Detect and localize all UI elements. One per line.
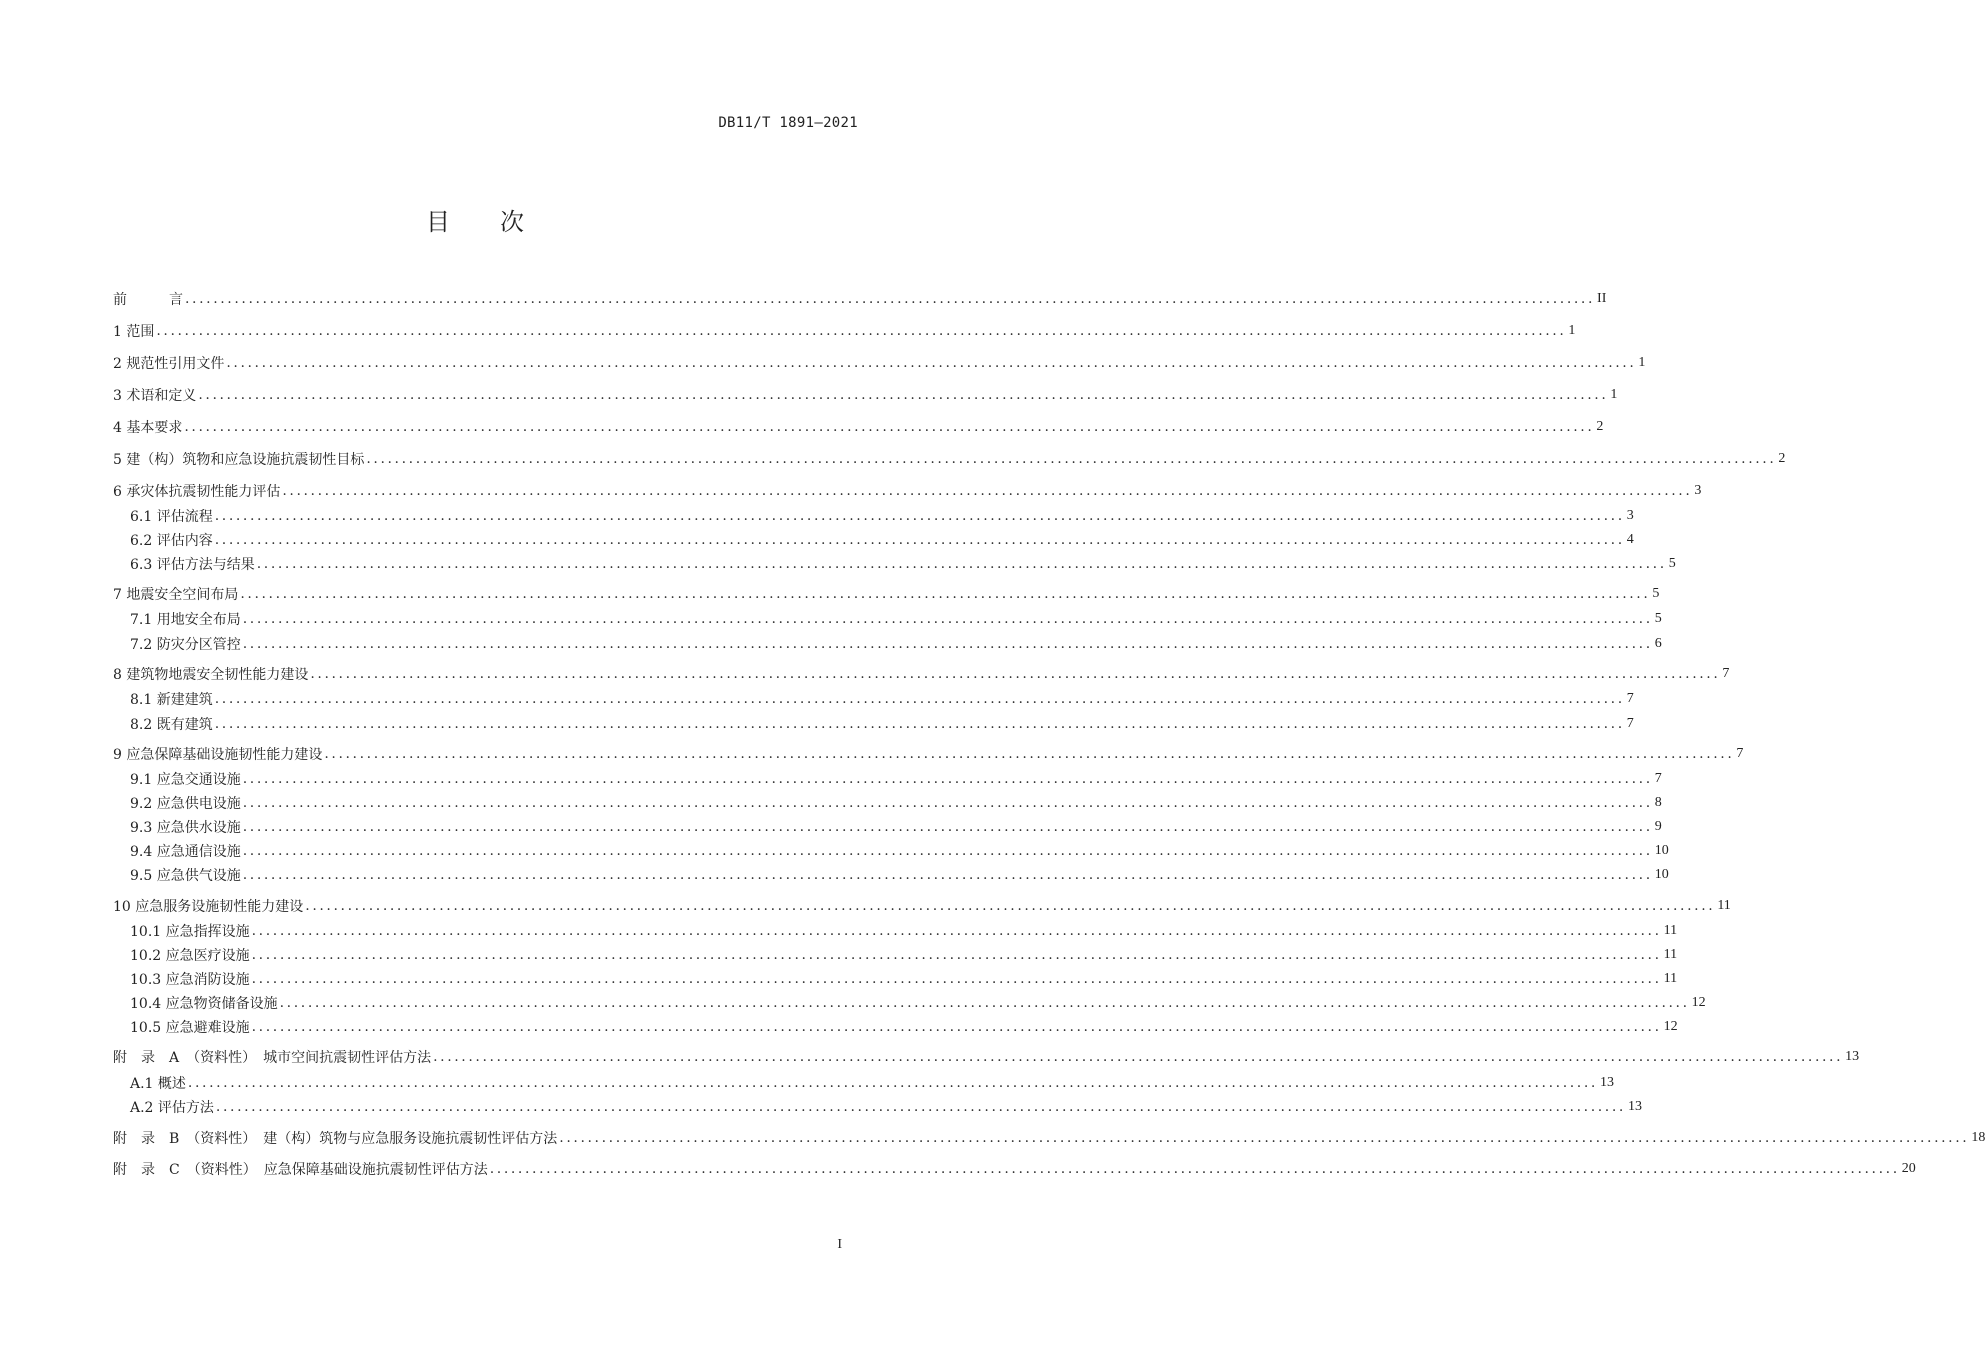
leader-dots: ........................................................................................................................................................................................................ — [256, 556, 1667, 572]
leader-dots: ........................................................................................................................................................................................................ — [242, 636, 1653, 652]
toc-entry-label: 10.3 应急消防设施 — [130, 972, 250, 988]
toc-entry-page: 18 — [1971, 1130, 1985, 1145]
toc-entry[interactable] — [113, 385, 1618, 405]
toc-entry-label: 10.4 应急物资储备设施 — [130, 996, 278, 1012]
toc-entry-label: 3 术语和定义 — [113, 388, 197, 404]
leader-dots: ........................................................................................................................................................................................................ — [242, 611, 1653, 627]
toc-entry-page: 4 — [1626, 532, 1634, 547]
toc-entry[interactable] — [130, 506, 1634, 526]
toc-entry-page: 1 — [1610, 387, 1618, 402]
toc-entry-page: 5 — [1654, 611, 1662, 626]
toc-entry[interactable] — [113, 449, 1786, 469]
toc-entry-label: 5 建（构）筑物和应急设施抗震韧性目标 — [113, 452, 365, 468]
toc-entry-page: 10 — [1654, 843, 1669, 858]
toc-entry-label: 9.2 应急供电设施 — [130, 796, 241, 812]
toc-entry-label: A.1 概述 — [130, 1076, 186, 1092]
toc-entry[interactable] — [130, 609, 1662, 629]
toc-entry[interactable] — [113, 584, 1660, 604]
toc-entry-page: 1 — [1568, 323, 1576, 338]
toc-entry[interactable] — [113, 417, 1604, 437]
leader-dots: ........................................................................................................................................................................................................ — [226, 355, 1637, 371]
toc-entry-label: 1 范围 — [113, 324, 155, 340]
toc-entry[interactable] — [130, 769, 1662, 789]
toc-entry-label: 7 地震安全空间布局 — [113, 587, 239, 603]
toc-entry[interactable] — [130, 817, 1662, 837]
toc-entry-page: II — [1597, 291, 1607, 306]
toc-entry-page: 8 — [1654, 795, 1662, 810]
leader-dots: ........................................................................................................................................................................................................ — [198, 387, 1609, 403]
toc-entry-page: 11 — [1717, 898, 1731, 913]
toc-entry-label: 9.4 应急通信设施 — [130, 844, 241, 860]
leader-dots: ........................................................................................................................................................................................................ — [305, 898, 1716, 914]
toc-entry-label: 6 承灾体抗震韧性能力评估 — [113, 484, 281, 500]
toc-entry-label: 7.2 防灾分区管控 — [130, 637, 241, 653]
leader-dots: ........................................................................................................................................................................................................ — [156, 323, 1567, 339]
toc-entry[interactable] — [113, 896, 1731, 916]
toc-entry[interactable] — [130, 554, 1676, 574]
toc-entry[interactable] — [113, 664, 1730, 684]
toc-entry-page: 20 — [1901, 1161, 1916, 1176]
toc-entry-label: 8.1 新建建筑 — [130, 692, 213, 708]
toc-entry[interactable] — [130, 865, 1669, 885]
page-number: I — [837, 1237, 842, 1252]
toc-entry[interactable] — [130, 1073, 1614, 1093]
leader-dots: ........................................................................................................................................................................................................ — [215, 1099, 1626, 1115]
toc-entry-label: 7.1 用地安全布局 — [130, 612, 241, 628]
page-title — [0, 202, 950, 237]
toc-entry[interactable] — [130, 689, 1634, 709]
toc-entry[interactable] — [113, 321, 1576, 341]
toc-entry-label: 2 规范性引用文件 — [113, 356, 225, 372]
toc-entry-label: 4 基本要求 — [113, 420, 183, 436]
toc-entry-page: 7 — [1736, 746, 1744, 761]
toc-entry[interactable] — [130, 714, 1634, 734]
toc-entry-page: 7 — [1626, 716, 1634, 731]
toc-entry[interactable] — [130, 634, 1662, 654]
toc-entry[interactable] — [130, 993, 1706, 1013]
toc-entry-label: 6.2 评估内容 — [130, 533, 213, 549]
leader-dots: ........................................................................................................................................................................................................ — [433, 1049, 1844, 1065]
toc-entry-label: 9.5 应急供气设施 — [130, 868, 241, 884]
leader-dots: ........................................................................................................................................................................................................ — [489, 1161, 1900, 1177]
leader-dots: ........................................................................................................................................................................................................ — [214, 691, 1625, 707]
toc-entry[interactable] — [130, 841, 1669, 861]
toc-entry-label: 6.3 评估方法与结果 — [130, 557, 255, 573]
toc-entry-page: 1 — [1638, 355, 1646, 370]
toc-entry[interactable] — [130, 530, 1634, 550]
toc-entry[interactable] — [113, 744, 1744, 764]
leader-dots: ........................................................................................................................................................................................................ — [214, 716, 1625, 732]
toc-entry[interactable] — [113, 353, 1646, 373]
leader-dots: ........................................................................................................................................................................................................ — [214, 508, 1625, 524]
toc-entry[interactable] — [113, 1159, 1916, 1179]
toc-entry-label: 10.5 应急避难设施 — [130, 1020, 250, 1036]
toc-entry-label: 前 言 — [113, 292, 183, 308]
toc-entry-label: 9.3 应急供水设施 — [130, 820, 241, 836]
toc-entry-label: 8 建筑物地震安全韧性能力建设 — [113, 667, 309, 683]
toc-entry-label: 9.1 应急交通设施 — [130, 772, 241, 788]
toc-entry-label: 附 录 A （资料性） 城市空间抗震韧性评估方法 — [113, 1050, 432, 1066]
leader-dots: ........................................................................................................................................................................................................ — [240, 586, 1651, 602]
toc-entry-page: 11 — [1663, 923, 1678, 938]
toc-entry-page: 6 — [1654, 636, 1662, 651]
toc-entry[interactable] — [130, 793, 1662, 813]
leader-dots: ........................................................................................................................................................................................................ — [242, 843, 1653, 859]
toc-entry[interactable] — [130, 945, 1678, 965]
leader-dots: ........................................................................................................................................................................................................ — [366, 451, 1777, 467]
leader-dots: ........................................................................................................................................................................................................ — [310, 666, 1721, 682]
toc-entry-page: 12 — [1663, 1019, 1678, 1034]
leader-dots: ........................................................................................................................................................................................................ — [251, 971, 1662, 987]
toc-entry-page: 11 — [1663, 971, 1678, 986]
toc-entry-label: 10.1 应急指挥设施 — [130, 924, 250, 940]
toc-entry-label: A.2 评估方法 — [130, 1100, 214, 1116]
leader-dots: ........................................................................................................................................................................................................ — [559, 1130, 1970, 1146]
toc-entry-label: 10.2 应急医疗设施 — [130, 948, 250, 964]
leader-dots: ........................................................................................................................................................................................................ — [251, 923, 1662, 939]
leader-dots: ........................................................................................................................................................................................................ — [214, 532, 1625, 548]
toc-entry-label: 附 录 C （资料性） 应急保障基础设施抗震韧性评估方法 — [113, 1162, 488, 1178]
leader-dots: ........................................................................................................................................................................................................ — [242, 819, 1653, 835]
toc-entry[interactable] — [113, 481, 1702, 501]
toc-entry-page: 13 — [1845, 1049, 1860, 1064]
toc-entry[interactable] — [113, 1047, 1860, 1067]
toc-entry-page: 5 — [1652, 586, 1660, 601]
toc-entry-page: 11 — [1663, 947, 1678, 962]
leader-dots: ........................................................................................................................................................................................................ — [251, 947, 1662, 963]
toc-entry[interactable] — [113, 289, 1607, 309]
leader-dots: ........................................................................................................................................................................................................ — [251, 1019, 1662, 1035]
title-text: 目次 — [426, 208, 574, 236]
toc-entry-page: 13 — [1599, 1075, 1614, 1090]
toc-entry-page: 7 — [1722, 666, 1730, 681]
toc-entry[interactable] — [130, 969, 1678, 989]
toc-entry-page: 10 — [1654, 867, 1669, 882]
toc-entry-page: 3 — [1694, 483, 1702, 498]
leader-dots: ........................................................................................................................................................................................................ — [242, 795, 1653, 811]
toc-entry-label: 8.2 既有建筑 — [130, 717, 213, 733]
toc-entry-label: 6.1 评估流程 — [130, 509, 213, 525]
toc-entry[interactable] — [130, 921, 1678, 941]
toc-entry-page: 9 — [1654, 819, 1662, 834]
toc-entry-page: 13 — [1627, 1099, 1642, 1114]
leader-dots: ........................................................................................................................................................................................................ — [282, 483, 1693, 499]
toc-entry[interactable] — [113, 1128, 1985, 1148]
toc-entry-page: 5 — [1668, 556, 1676, 571]
toc-entry-page: 7 — [1654, 771, 1662, 786]
toc-entry-label: 9 应急保障基础设施韧性能力建设 — [113, 747, 323, 763]
toc-entry-page: 2 — [1596, 419, 1604, 434]
leader-dots: ........................................................................................................................................................................................................ — [187, 1075, 1598, 1091]
leader-dots: ........................................................................................................................................................................................................ — [184, 419, 1595, 435]
leader-dots: ........................................................................................................................................................................................................ — [242, 867, 1653, 883]
toc-entry[interactable] — [130, 1097, 1642, 1117]
leader-dots: ........................................................................................................................................................................................................ — [185, 291, 1596, 307]
toc-entry-page: 12 — [1691, 995, 1706, 1010]
leader-dots: ........................................................................................................................................................................................................ — [279, 995, 1690, 1011]
toc-entry-label: 附 录 B （资料性） 建（构）筑物与应急服务设施抗震韧性评估方法 — [113, 1131, 558, 1147]
toc-entry-page: 2 — [1778, 451, 1786, 466]
leader-dots: ........................................................................................................................................................................................................ — [242, 771, 1653, 787]
toc-entry-label: 10 应急服务设施韧性能力建设 — [113, 899, 304, 915]
standard-number: DB11/T 1891—2021 — [718, 115, 858, 131]
toc-entry-page: 3 — [1626, 508, 1634, 523]
toc-entry[interactable] — [130, 1017, 1678, 1037]
leader-dots: ........................................................................................................................................................................................................ — [324, 746, 1735, 762]
toc-entry-page: 7 — [1626, 691, 1634, 706]
